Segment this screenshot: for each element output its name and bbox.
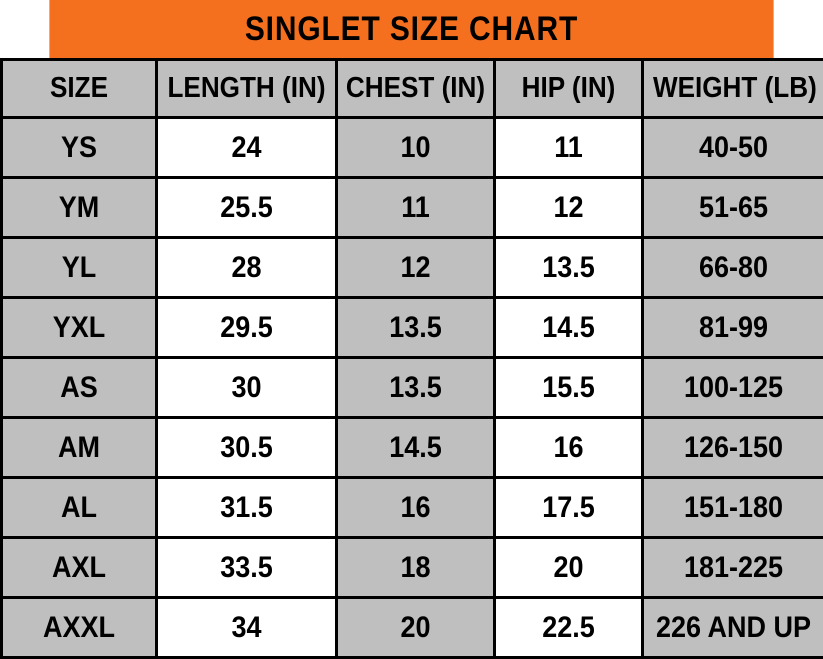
- table-row: [2, 478, 823, 538]
- cell-length-value: 25.5: [167, 191, 326, 225]
- cell-hip-value: 13.5: [503, 251, 634, 285]
- cell-chest: [337, 298, 495, 358]
- cell-weight: [643, 598, 823, 658]
- cell-chest: [337, 238, 495, 298]
- cell-length-value: 34: [167, 611, 326, 645]
- size-chart-table: [0, 58, 823, 659]
- cell-weight: [643, 358, 823, 418]
- cell-hip: [495, 478, 643, 538]
- cell-chest-value: 11: [346, 191, 486, 225]
- cell-chest-value: 12: [346, 251, 486, 285]
- cell-chest-value: 20: [346, 611, 486, 645]
- cell-size-value: AL: [11, 491, 148, 525]
- cell-length: [157, 118, 337, 178]
- cell-length-value: 29.5: [167, 311, 326, 345]
- cell-length: [157, 538, 337, 598]
- cell-hip-value: 22.5: [503, 611, 634, 645]
- cell-weight: [643, 178, 823, 238]
- cell-hip-value: 15.5: [503, 371, 634, 405]
- cell-hip-value: 11: [503, 131, 634, 165]
- cell-chest-value: 13.5: [346, 311, 486, 345]
- cell-size-value: AM: [11, 431, 148, 465]
- cell-hip: [495, 178, 643, 238]
- cell-hip: [495, 418, 643, 478]
- cell-length: [157, 298, 337, 358]
- cell-chest-value: 14.5: [346, 431, 486, 465]
- cell-size: [2, 358, 157, 418]
- page-title: SINGLET SIZE CHART: [49, 0, 773, 58]
- table-row: [2, 118, 823, 178]
- table-row: [2, 238, 823, 298]
- cell-weight-value: 81-99: [653, 311, 814, 345]
- cell-hip-value: 14.5: [503, 311, 634, 345]
- cell-chest: [337, 538, 495, 598]
- cell-hip-value: 20: [503, 551, 634, 585]
- cell-length-value: 33.5: [167, 551, 326, 585]
- cell-weight-value: 126-150: [653, 431, 814, 465]
- cell-weight: [643, 478, 823, 538]
- cell-size: [2, 178, 157, 238]
- column-header-chest-label: CHEST (IN): [346, 72, 486, 105]
- cell-size-value: YL: [11, 251, 148, 285]
- cell-length: [157, 418, 337, 478]
- cell-length-value: 30.5: [167, 431, 326, 465]
- cell-weight-value: 181-225: [653, 551, 814, 585]
- cell-hip: [495, 298, 643, 358]
- cell-chest: [337, 358, 495, 418]
- cell-length: [157, 238, 337, 298]
- cell-weight-value: 51-65: [653, 191, 814, 225]
- cell-weight: [643, 298, 823, 358]
- cell-length: [157, 478, 337, 538]
- cell-hip-value: 17.5: [503, 491, 634, 525]
- cell-size-value: AXL: [11, 551, 148, 585]
- cell-size: [2, 238, 157, 298]
- cell-length: [157, 598, 337, 658]
- cell-hip-value: 16: [503, 431, 634, 465]
- cell-hip: [495, 538, 643, 598]
- cell-length-value: 28: [167, 251, 326, 285]
- column-header-chest: [337, 60, 495, 118]
- cell-weight-value: 226 AND UP: [653, 611, 814, 645]
- cell-size-value: AXXL: [11, 611, 148, 645]
- cell-weight-value: 40-50: [653, 131, 814, 165]
- cell-size: [2, 118, 157, 178]
- column-header-hip-label: HIP (IN): [503, 72, 634, 105]
- table-row: [2, 538, 823, 598]
- column-header-size-label: SIZE: [11, 72, 148, 105]
- table-row: [2, 178, 823, 238]
- cell-size-value: YXL: [11, 311, 148, 345]
- cell-chest-value: 18: [346, 551, 486, 585]
- cell-size: [2, 598, 157, 658]
- cell-chest: [337, 118, 495, 178]
- cell-size: [2, 478, 157, 538]
- column-header-size: [2, 60, 157, 118]
- cell-length: [157, 178, 337, 238]
- cell-size-value: AS: [11, 371, 148, 405]
- cell-chest: [337, 178, 495, 238]
- cell-size-value: YS: [11, 131, 148, 165]
- table-row: [2, 358, 823, 418]
- cell-weight-value: 66-80: [653, 251, 814, 285]
- cell-chest-value: 13.5: [346, 371, 486, 405]
- cell-size: [2, 418, 157, 478]
- cell-chest: [337, 598, 495, 658]
- cell-weight-value: 151-180: [653, 491, 814, 525]
- column-header-length-label: LENGTH (IN): [167, 72, 326, 105]
- table-row: [2, 298, 823, 358]
- cell-hip: [495, 238, 643, 298]
- cell-chest-value: 16: [346, 491, 486, 525]
- cell-chest: [337, 418, 495, 478]
- cell-weight-value: 100-125: [653, 371, 814, 405]
- column-header-weight: [643, 60, 823, 118]
- cell-weight: [643, 238, 823, 298]
- column-header-weight-label: WEIGHT (LB): [653, 72, 814, 105]
- cell-length: [157, 358, 337, 418]
- cell-chest-value: 10: [346, 131, 486, 165]
- cell-weight: [643, 538, 823, 598]
- cell-hip-value: 12: [503, 191, 634, 225]
- cell-size: [2, 538, 157, 598]
- cell-size: [2, 298, 157, 358]
- cell-weight: [643, 418, 823, 478]
- cell-chest: [337, 478, 495, 538]
- cell-hip: [495, 118, 643, 178]
- table-row: [2, 418, 823, 478]
- cell-length-value: 24: [167, 131, 326, 165]
- cell-weight: [643, 118, 823, 178]
- column-header-length: [157, 60, 337, 118]
- column-header-hip: [495, 60, 643, 118]
- cell-length-value: 30: [167, 371, 326, 405]
- table-header-row: [2, 60, 823, 118]
- cell-length-value: 31.5: [167, 491, 326, 525]
- table-row: [2, 598, 823, 658]
- cell-hip: [495, 358, 643, 418]
- cell-hip: [495, 598, 643, 658]
- cell-size-value: YM: [11, 191, 148, 225]
